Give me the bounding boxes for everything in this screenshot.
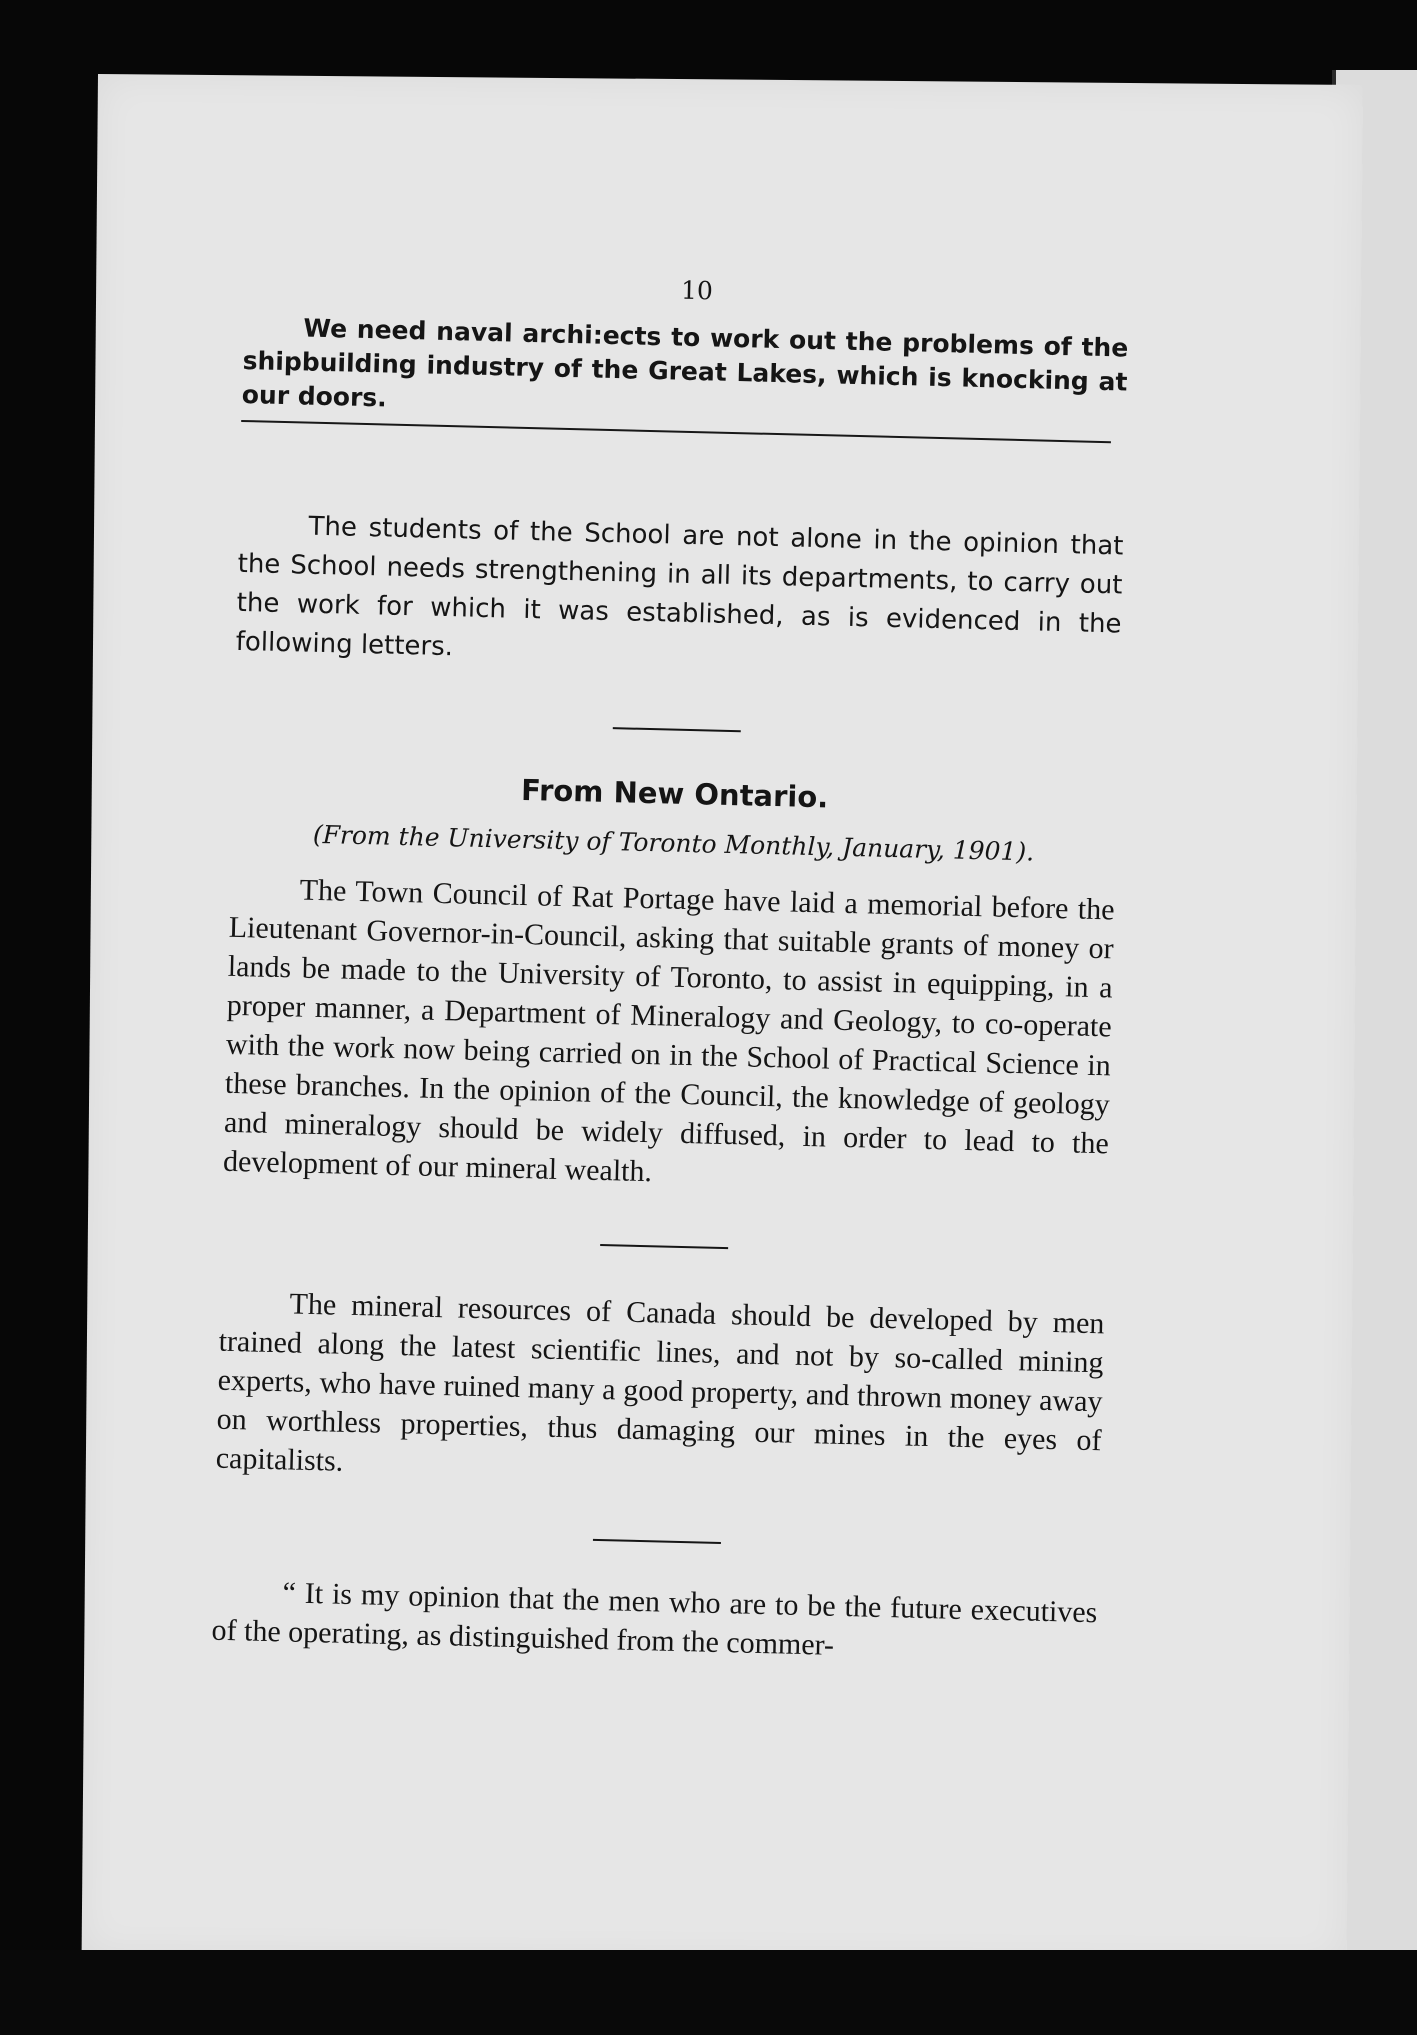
page-content [211,265,1130,1671]
short-divider [600,1244,728,1249]
opinion-paragraph: “ It is my opinion that the men who are to be the future executives of the operating, as distinguished from the commer- [211,1576,1098,1662]
scan-border [0,1950,1417,2035]
section-source: (From the University of Toronto Monthly, January, 1901). [312,819,1035,867]
short-divider [612,727,740,732]
section-heading: From New Ontario. [520,772,829,815]
page-number: 10 [680,275,714,306]
short-divider [592,1539,720,1544]
memorial-paragraph: The Town Council of Rat Portage have laid a memorial before the Lieutenant Governor-in-Council, asking that suitable grants of money or lands be made to the University of Toronto, to assist in equipping, in a proper manner, a Department of Mineralogy and Geology, to co-operate with the work now being carried on in the School of Practical Science in these branches. In the opinion of the Council, the knowledge of geology and mineralogy should be widely diffused, in order to lead to the development of our mineral wealth. [222,873,1115,1189]
bold-note: We need naval archi:ects to work out the problems of the shipbuilding industry of the Great Lakes, which is knocking at our doors. [241,313,1129,413]
intro-paragraph: The students of the School are not alone in the opinion that the School needs strengthening in all its departments, to carry out the work for which it was established, as is evidenced in the following letters. [235,511,1124,663]
resources-paragraph: The mineral resources of Canada should be developed by men trained along the latest scientific lines, and not by so-called mining experts, who have ruined many a good property, and thrown money away on worthless properties, thus damaging our mines in the eyes of capitalists. [215,1287,1105,1478]
